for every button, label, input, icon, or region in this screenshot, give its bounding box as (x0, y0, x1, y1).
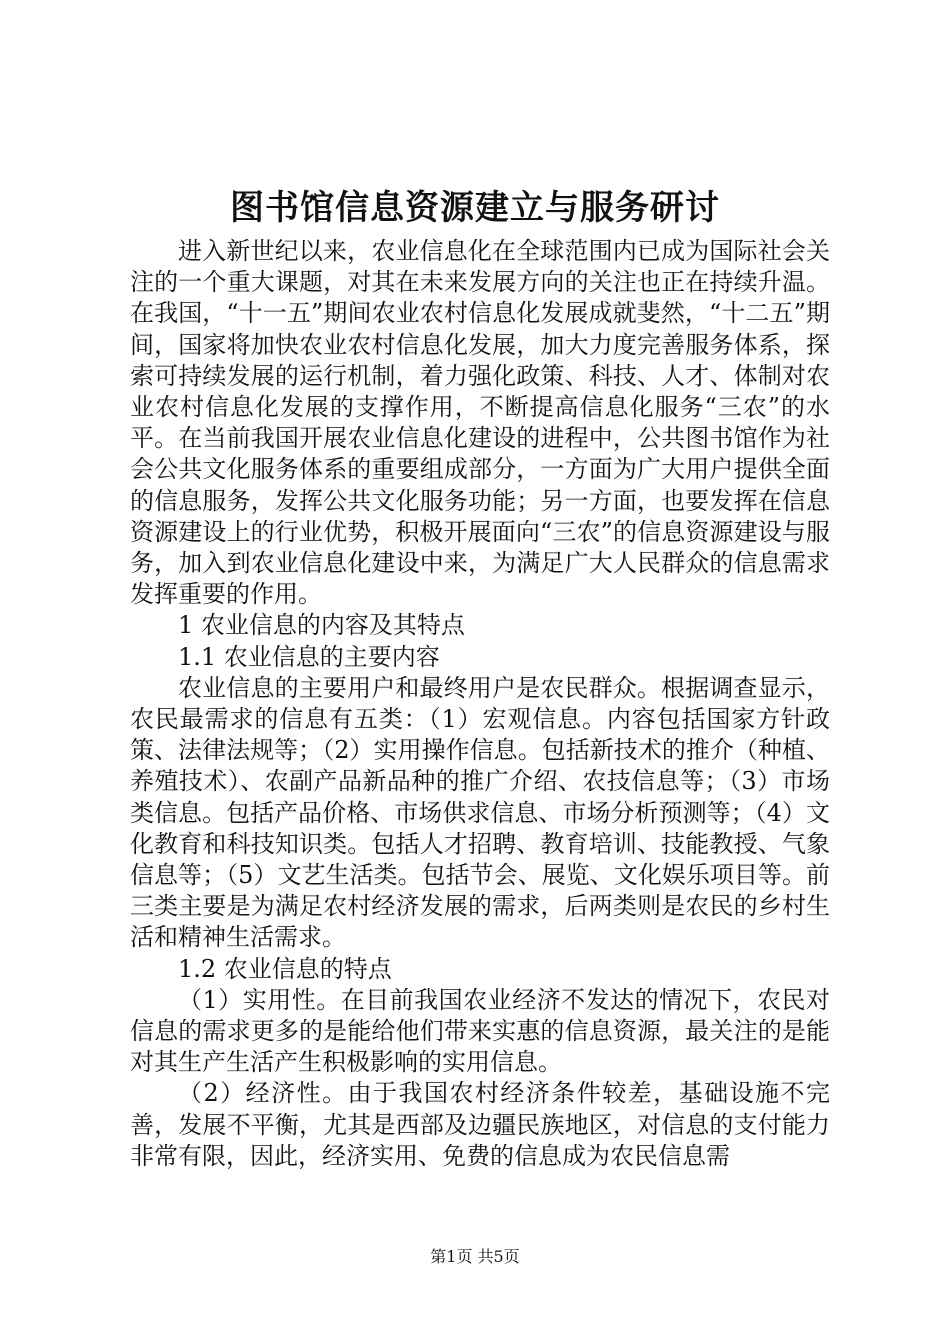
economy-paragraph: （2）经济性。由于我国农村经济条件较差，基础设施不完善，发展不平衡，尤其是西部及边疆民族地区，对信息的支付能力非常有限，因此，经济实用、免费的信息成为农民信息需 (130, 1079, 830, 1170)
section-heading-1: 1 农业信息的内容及其特点 (178, 611, 465, 640)
section-heading-1-2: 1.2 农业信息的特点 (178, 954, 392, 983)
intro-paragraph: 进入新世纪以来，农业信息化在全球范围内已成为国际社会关注的一个重大课题，对其在未来发展方向的关注也正在持续升温。在我国，“十一五”期间农业农村信息化发展成就斐然，“十二五”期间，国家将加快农业农村信息化发展，加大力度完善服务体系，探索可持续发展的运行机制，着力强化政策、科技、人才、体制对农业农村信息化发展的支撑作用，不断提高信息化服务“三农”的水平。在当前我国开展农业信息化建设的进程中，公共图书馆作为社会公共文化服务体系的重要组成部分，一方面为广大用户提供全面的信息服务，发挥公共文化服务功能；另一方面，也要发挥在信息资源建设上的行业优势，积极开展面向“三农”的信息资源建设与服务，加入到农业信息化建设中来，为满足广大人民群众的信息需求发挥重要的作用。 (130, 237, 830, 609)
document-title: 图书馆信息资源建立与服务研讨 (230, 188, 720, 228)
practicality-paragraph: （1）实用性。在目前我国农业经济不发达的情况下，农民对信息的需求更多的是能给他们带来实惠的信息资源，最关注的是能对其生产生活产生积极影响的实用信息。 (130, 985, 830, 1077)
document-body (130, 236, 830, 1172)
page-footer: 第1页 共5页 (430, 1247, 520, 1266)
content-paragraph: 农业信息的主要用户和最终用户是农民群众。根据调查显示，农民最需求的信息有五类：（1）宏观信息。内容包括国家方针政策、法律法规等；（2）实用操作信息。包括新技术的推介（种植、养殖技术）、农副产品新品种的推广介绍、农技信息等；（3）市场类信息。包括产品价格、市场供求信息、市场分析预测等；（4）文化教育和科技知识类。包括人才招聘、教育培训、技能教授、气象信息等；（5）文艺生活类。包括节会、展览、文化娱乐项目等。前三类主要是为满足农村经济发展的需求，后两类则是农民的乡村生活和精神生活需求。 (130, 673, 830, 952)
section-heading-1-1: 1.1 农业信息的主要内容 (178, 642, 440, 671)
